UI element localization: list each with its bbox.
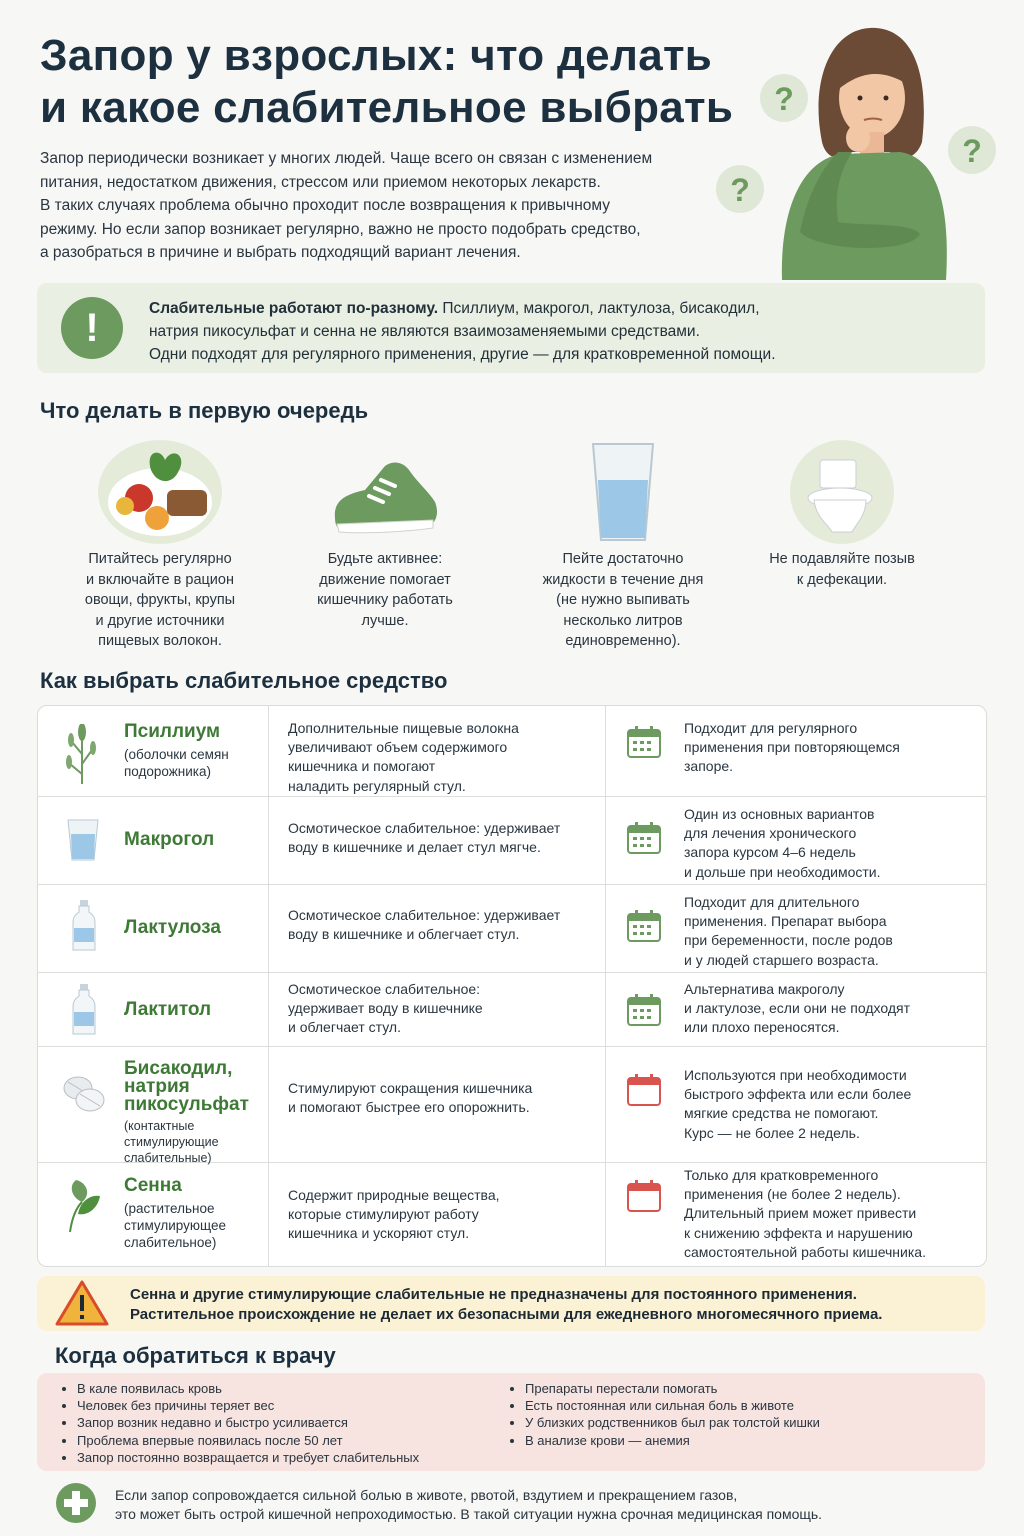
effect-line: и облегчает стул. <box>288 1019 401 1036</box>
calendar-green-icon <box>627 822 661 854</box>
effect-line: Осмотическое слабительное: <box>288 981 481 997</box>
effect-line: и помогают быстрее его опорожнить. <box>288 1099 530 1116</box>
thinking-woman-illustration <box>740 22 1010 280</box>
step-caption <box>732 549 952 590</box>
emergency-line: Если запор сопровождается сильной болью в животе, рвотой, вздутием и прекращением газов, <box>115 1487 738 1503</box>
usage-line: Один из основных вариантов <box>684 806 875 822</box>
info-note-rest: Псиллиум, макрогол, лактулоза, бисакодил, <box>438 300 760 317</box>
info-note <box>37 283 985 373</box>
laxative-table <box>37 705 987 1267</box>
caption-line: Будьте активнее: <box>327 551 443 567</box>
effect-line: кишечника и ускоряют стул. <box>288 1225 470 1242</box>
drug-name-line: Бисакодил, <box>124 1058 233 1079</box>
info-note-line: натрия пикосульфат и сенна не являются взаимозаменяемыми средствами. <box>149 323 700 340</box>
emergency-line: это может быть острой кишечной непроходимостью. В такой ситуации нужна срочная медицинская помощь. <box>115 1506 823 1522</box>
drug-name-line: пикосульфат <box>124 1094 249 1115</box>
table-row <box>38 884 986 973</box>
list-item: • Человек без причины теряет вес <box>77 1397 419 1414</box>
usage-line: применения при повторяющемся <box>684 739 900 756</box>
calendar-green-icon <box>627 994 661 1026</box>
table-row <box>38 972 986 1047</box>
drug-subtitle-line: стимулирующие <box>124 1135 219 1149</box>
bottle-icon <box>72 984 96 1036</box>
caption-line: движение помогает <box>319 571 451 588</box>
drug-name: Лактулоза <box>124 917 221 938</box>
list-item: • Запор постоянно возвращается и требует слабительных <box>77 1449 419 1466</box>
intro-line: режиму. Но если запор возникает регулярно, важно не просто подобрать средство, <box>40 220 641 238</box>
drug-effect <box>288 819 560 857</box>
page-title <box>40 30 760 134</box>
intro-text <box>40 147 730 265</box>
effect-line: кишечника и помогают <box>288 758 436 775</box>
step-caption <box>50 549 270 652</box>
intro-line: питания, недостатком движения, стрессом или приемом некоторых лекарств. <box>40 173 601 191</box>
usage-line: при беременности, после родов <box>684 932 893 949</box>
drug-name: Псиллиум <box>124 721 221 742</box>
usage-line: Используются при необходимости <box>684 1067 907 1083</box>
drug-name-line: натрия <box>124 1076 190 1097</box>
drug-subtitle-line: подорожника) <box>124 764 212 779</box>
caption-line: лучше. <box>361 612 409 629</box>
emergency-text <box>115 1486 822 1524</box>
drug-usage <box>684 719 900 777</box>
drug-usage <box>684 1066 911 1143</box>
table-row <box>38 796 986 885</box>
caption-line: несколько литров <box>563 612 683 629</box>
calendar-green-icon <box>627 726 661 758</box>
drug-usage <box>684 980 910 1038</box>
doctor-reasons-box <box>37 1373 985 1471</box>
caption-line: пищевых волокон. <box>98 633 222 649</box>
drug-subtitle <box>124 1118 249 1166</box>
usage-line: Подходит для регулярного <box>684 720 858 736</box>
effect-line: Осмотическое слабительное: удерживает <box>288 820 561 836</box>
effect-line: увеличивают объем содержимого <box>288 739 508 756</box>
usage-line: запора курсом 4–6 недель <box>684 844 856 861</box>
intro-line: В таких случаях проблема обычно проходит после возвращения к привычному <box>40 197 610 215</box>
list-item: • У близких родственников был рак толстой кишки <box>525 1414 820 1431</box>
drug-name <box>124 1060 249 1114</box>
water-glass-icon <box>563 440 683 545</box>
food-plate-icon <box>95 440 225 545</box>
toilet-icon <box>782 440 902 545</box>
caption-line: Питайтесь регулярно <box>88 551 232 567</box>
usage-line: Альтернатива макроголу <box>684 981 845 997</box>
sneaker-icon <box>325 440 445 545</box>
drug-usage <box>684 893 893 970</box>
effect-line: Содержит природные вещества, <box>288 1187 500 1203</box>
step-caption <box>275 549 495 631</box>
list-item: • В кале появилась кровь <box>77 1380 419 1397</box>
drug-subtitle-line: слабительное) <box>124 1235 217 1250</box>
effect-line: воду в кишечнике и делает стул мягче. <box>288 839 541 856</box>
title-line-1: Запор у взрослых: что делать <box>40 31 713 80</box>
list-item: • Проблема впервые появилась после 50 лет <box>77 1432 419 1449</box>
effect-line: которые стимулируют работу <box>288 1206 479 1223</box>
info-note-bold: Слабительные работают по-разному. <box>149 300 439 317</box>
step-water <box>513 440 733 652</box>
list-item: • Запор возник недавно и быстро усиливается <box>77 1414 419 1431</box>
table-row <box>38 1046 986 1163</box>
drug-name: Макрогол <box>124 829 215 850</box>
usage-line: и лактулозе, если они не подходят <box>684 1000 911 1017</box>
drug-effect <box>288 980 483 1038</box>
caption-line: Пейте достаточно <box>562 551 684 567</box>
title-line-2: и какое слабительное выбрать <box>40 83 734 132</box>
list-item: • В анализе крови — анемия <box>525 1432 820 1449</box>
step-toilet <box>732 440 952 590</box>
intro-line: а разобраться в причине и выбрать подходящий вариант лечения. <box>40 244 521 262</box>
effect-line: Стимулируют сокращения кишечника <box>288 1080 533 1096</box>
usage-line: применения (не более 2 недель). <box>684 1186 901 1203</box>
step-diet <box>50 440 270 652</box>
pills-icon <box>62 1074 106 1114</box>
effect-line: Осмотическое слабительное: удерживает <box>288 907 561 923</box>
drug-usage <box>684 1166 926 1262</box>
step-caption <box>513 549 733 652</box>
drug-subtitle <box>124 1200 226 1251</box>
calendar-green-icon <box>627 910 661 942</box>
drug-subtitle-line: стимулирующее <box>124 1218 226 1233</box>
drug-subtitle-line: (контактные <box>124 1119 195 1133</box>
bottle-icon <box>72 900 96 952</box>
drug-effect <box>288 1186 500 1244</box>
caption-line: жидкости в течение дня <box>542 571 704 588</box>
water-glass-icon <box>66 818 100 862</box>
usage-line: Курс — не более 2 недель. <box>684 1124 860 1141</box>
caption-line: и включайте в рацион <box>86 571 234 588</box>
drug-subtitle-line: слабительные) <box>124 1151 212 1165</box>
step-activity <box>275 440 495 631</box>
drug-usage <box>684 805 881 882</box>
svg-text:?: ? <box>774 81 794 117</box>
list-item: • Есть постоянная или сильная боль в животе <box>525 1397 820 1414</box>
effect-line: наладить регулярный стул. <box>288 777 466 794</box>
drug-subtitle-line: (растительное <box>124 1201 215 1216</box>
plantain-icon <box>64 724 100 784</box>
usage-line: или плохо переносятся. <box>684 1019 840 1036</box>
warning-triangle-icon <box>55 1279 109 1327</box>
caption-line: Не подавляйте позыв <box>769 551 915 567</box>
warning-line: Сенна и другие стимулирующие слабительные не предназначены для постоянного применения. <box>130 1286 857 1303</box>
info-note-text <box>149 297 969 366</box>
usage-line: самостоятельной работы кишечника. <box>684 1243 926 1260</box>
medical-cross-icon <box>55 1482 97 1524</box>
svg-text:?: ? <box>730 172 750 208</box>
caption-line: (не нужно выпивать <box>556 592 690 608</box>
usage-line: и дольше при необходимости. <box>684 863 881 880</box>
effect-line: воду в кишечнике и облегчает стул. <box>288 926 520 943</box>
usage-line: быстрого эффекта или если более <box>684 1086 912 1103</box>
intro-line: Запор периодически возникает у многих людей. Чаще всего он связан с изменением <box>40 150 653 167</box>
calendar-red-icon <box>627 1180 661 1212</box>
drug-effect <box>288 1079 532 1117</box>
drug-subtitle-line: (оболочки семян <box>124 747 229 762</box>
caption-line: к дефекации. <box>796 571 888 588</box>
caption-line: единовременно). <box>565 633 681 649</box>
table-row <box>38 1162 986 1266</box>
usage-line: к снижению эффекта и нарушению <box>684 1224 913 1241</box>
effect-line: удерживает воду в кишечнике <box>288 1000 483 1017</box>
warning-line: Растительное происхождение не делает их безопасными для ежедневного многомесячного приема. <box>130 1306 883 1323</box>
table-row <box>38 706 986 797</box>
first-steps-heading: Что делать в первую очередь <box>40 398 369 423</box>
effect-line: Дополнительные пищевые волокна <box>288 720 519 736</box>
exclamation-icon: ! <box>61 297 123 359</box>
caption-line: и другие источники <box>95 612 225 629</box>
list-item: • Препараты перестали помогать <box>525 1380 820 1397</box>
usage-line: Подходит для длительного <box>684 894 860 910</box>
usage-line: и у людей старшего возраста. <box>684 951 879 968</box>
drug-subtitle <box>124 746 229 780</box>
svg-text:?: ? <box>962 133 982 169</box>
calendar-red-icon <box>627 1074 661 1106</box>
drug-effect <box>288 906 560 944</box>
doctor-reasons-right <box>507 1380 820 1449</box>
doctor-reasons-left <box>59 1380 419 1466</box>
drug-name: Сенна <box>124 1175 182 1196</box>
usage-line: запоре. <box>684 758 734 775</box>
usage-line: Длительный прием может привести <box>684 1205 917 1222</box>
info-note-line: Одни подходят для регулярного применения, другие — для кратковременной помощи. <box>149 346 776 363</box>
usage-line: мягкие средства не помогают. <box>684 1105 879 1122</box>
doctor-heading: Когда обратиться к врачу <box>55 1343 336 1368</box>
leaf-icon <box>62 1178 102 1234</box>
usage-line: Только для кратковременного <box>684 1167 879 1183</box>
drug-name: Лактитол <box>124 999 212 1020</box>
choose-heading: Как выбрать слабительное средство <box>40 668 448 693</box>
warning-box <box>37 1276 985 1331</box>
usage-line: для лечения хронического <box>684 825 857 842</box>
warning-text <box>130 1285 882 1325</box>
caption-line: кишечнику работать <box>317 592 453 608</box>
usage-line: применения. Препарат выбора <box>684 913 887 930</box>
caption-line: овощи, фрукты, крупы <box>84 592 236 608</box>
drug-effect <box>288 719 519 796</box>
